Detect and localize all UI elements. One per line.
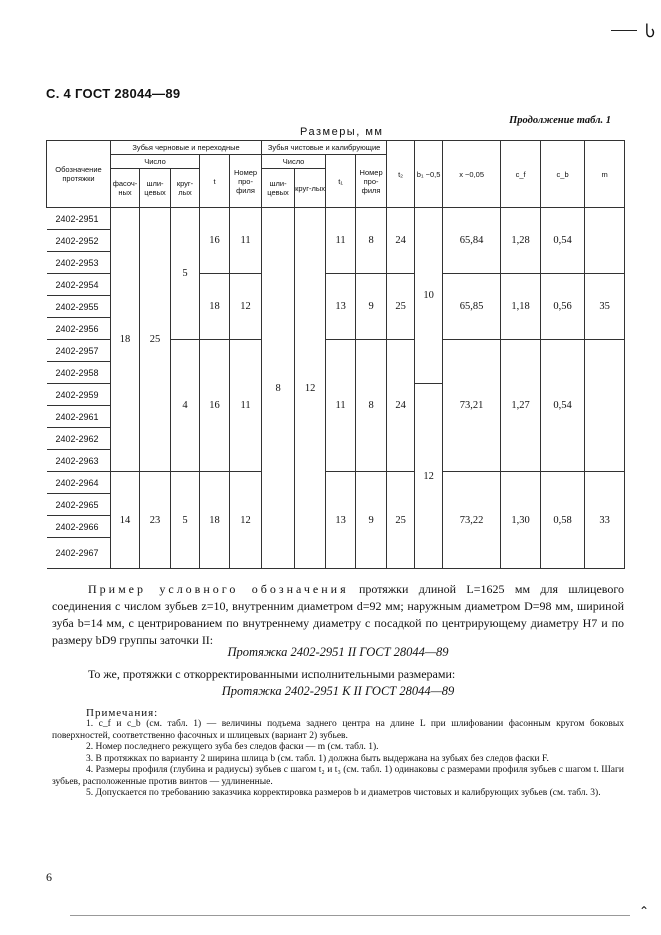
same-text: То же, протяжки с откорректированными исполнительными размерами: bbox=[88, 667, 456, 681]
cell-prof-c: 11 bbox=[230, 340, 262, 472]
note-1: 1. c_f и c_b (см. табл. 1) — величины подъема заднего центра на длине L при шлифовании фасонным кругом боковых поверхностей, соответственно фасочных и шлицевых (вариант 2) зубьев. bbox=[52, 719, 624, 741]
th-number-1: Число bbox=[111, 155, 200, 169]
th-cb: c_b bbox=[541, 141, 585, 208]
row-designation: 2402-2966 bbox=[47, 516, 111, 538]
cell-b-b: 12 bbox=[415, 384, 443, 569]
cell-prof2-b: 9 bbox=[356, 274, 387, 340]
cell-x-c: 73,21 bbox=[443, 340, 501, 472]
row-designation: 2402-2964 bbox=[47, 472, 111, 494]
cell-m-d: 33 bbox=[585, 472, 625, 569]
notes-list bbox=[52, 719, 624, 800]
cell-prof-b: 12 bbox=[230, 274, 262, 340]
cell-round-b: 4 bbox=[171, 340, 200, 472]
row-designation: 2402-2958 bbox=[47, 362, 111, 384]
cell-shaped-a: 18 bbox=[111, 208, 140, 472]
notes-title: Примечания: bbox=[86, 707, 159, 719]
cell-cb-b: 0,56 bbox=[541, 274, 585, 340]
cell-prof-d: 12 bbox=[230, 472, 262, 569]
cell-b-a: 10 bbox=[415, 208, 443, 384]
cell-t1-b: 13 bbox=[326, 274, 356, 340]
cell-prof2-a: 8 bbox=[356, 208, 387, 274]
th-number-2: Число bbox=[262, 155, 326, 169]
cell-splined-a: 25 bbox=[140, 208, 171, 472]
th-x: x −0,05 bbox=[443, 141, 501, 208]
cell-round2: 12 bbox=[295, 208, 326, 569]
example-designation-2: Протяжка 2402-2951 К II ГОСТ 28044—89 bbox=[221, 684, 455, 698]
sizes-label: Размеры, мм bbox=[300, 126, 384, 138]
cell-t2-a: 24 bbox=[387, 208, 415, 274]
cell-round-c: 5 bbox=[171, 472, 200, 569]
row-designation: 2402-2961 bbox=[47, 406, 111, 428]
example-intro: Пример условного обозначения bbox=[88, 582, 349, 596]
cell-splined-b: 23 bbox=[140, 472, 171, 569]
cell-cf-b: 1,18 bbox=[501, 274, 541, 340]
cell-cb-a: 0,54 bbox=[541, 208, 585, 274]
th-round: круг-лых bbox=[171, 169, 200, 208]
note-3: 3. В протяжках по варианту 2 ширина шлица b (см. табл. 1) должна быть выдержана на зубьях без следов фаски F. bbox=[86, 753, 549, 764]
cell-round-a: 5 bbox=[171, 208, 200, 340]
th-round-2: круг-лых bbox=[295, 169, 326, 208]
th-t: t bbox=[200, 155, 230, 208]
cell-prof2-d: 9 bbox=[356, 472, 387, 569]
th-profile-no: Номер про-филя bbox=[230, 155, 262, 208]
row-designation: 2402-2953 bbox=[47, 252, 111, 274]
th-group-finish: Зубья чистовые и калибрующие bbox=[262, 141, 387, 155]
row-designation: 2402-2956 bbox=[47, 318, 111, 340]
cell-t-a: 16 bbox=[200, 208, 230, 274]
cell-cf-a: 1,28 bbox=[501, 208, 541, 274]
footer-line bbox=[70, 915, 630, 916]
edge-line bbox=[611, 30, 637, 31]
th-designation: Обозначение протяжки bbox=[47, 141, 111, 208]
cell-t-b: 18 bbox=[200, 274, 230, 340]
row-designation: 2402-2951 bbox=[47, 208, 111, 230]
row-designation: 2402-2962 bbox=[47, 428, 111, 450]
th-m: m bbox=[585, 141, 625, 208]
page-header: С. 4 ГОСТ 28044—89 bbox=[46, 86, 181, 101]
cell-prof2-c: 8 bbox=[356, 340, 387, 472]
cell-x-b: 65,85 bbox=[443, 274, 501, 340]
cell-t2-c: 24 bbox=[387, 340, 415, 472]
th-t2: t₂ bbox=[387, 141, 415, 208]
row-designation: 2402-2967 bbox=[47, 538, 111, 569]
cell-m-b: 35 bbox=[585, 274, 625, 340]
cell-prof-a: 11 bbox=[230, 208, 262, 274]
row-designation: 2402-2963 bbox=[47, 450, 111, 472]
row-designation: 2402-2957 bbox=[47, 340, 111, 362]
th-b: b₁ −0,5 bbox=[415, 141, 443, 208]
example-paragraph bbox=[52, 581, 624, 649]
example-designation-1: Протяжка 2402-2951 II ГОСТ 28044—89 bbox=[227, 645, 449, 659]
th-group-rough: Зубья черновые и переходные bbox=[111, 141, 262, 155]
cell-t1-c: 11 bbox=[326, 340, 356, 472]
footer-mark: ⌃ bbox=[638, 904, 649, 918]
page-number: 6 bbox=[46, 870, 52, 884]
note-4: 4. Размеры профиля (глубина и радиусы) зубьев с шагом t₂ и t₃ (см. табл. 1) одинаковы с размерами профиля зубьев с шагом t. Шаги зубьев, расположенные против винтов — удлиненные. bbox=[52, 765, 624, 787]
cell-splined2: 8 bbox=[262, 208, 295, 569]
cell-cb-d: 0,58 bbox=[541, 472, 585, 569]
continuation-label: Продолжение табл. 1 bbox=[509, 115, 611, 126]
cell-t-c: 16 bbox=[200, 340, 230, 472]
cell-t-d: 18 bbox=[200, 472, 230, 569]
th-t1: t₁ bbox=[326, 155, 356, 208]
cell-x-d: 73,22 bbox=[443, 472, 501, 569]
row-designation: 2402-2955 bbox=[47, 296, 111, 318]
spec-table bbox=[46, 140, 625, 569]
row-designation: 2402-2965 bbox=[47, 494, 111, 516]
example-body: протяжки длиной L=1625 мм для шлицевого соединения с числом зубьев z=10, внутренним диаметром d=92 мм; наружным диаметром D=98 мм, шириной зуба b=14 мм, с центрированием по внутреннему диаметру с посадкой по центрирующему диаметру H7 и по размеру bD9 группы заточки II: bbox=[52, 582, 625, 647]
cell-x-a: 65,84 bbox=[443, 208, 501, 274]
th-shaped: фасоч-ных bbox=[111, 169, 140, 208]
corner-mark: Ⴑ bbox=[645, 22, 655, 41]
note-2: 2. Номер последнего режущего зуба без следов фаски — m (см. табл. 1). bbox=[86, 742, 379, 752]
cell-m-c bbox=[585, 340, 625, 472]
th-cf: c_f bbox=[501, 141, 541, 208]
th-profile-no-2: Номер про-филя bbox=[356, 155, 387, 208]
row-designation: 2402-2952 bbox=[47, 230, 111, 252]
th-splined-2: шли-цевых bbox=[262, 169, 295, 208]
cell-t2-b: 25 bbox=[387, 274, 415, 340]
cell-cb-c: 0,54 bbox=[541, 340, 585, 472]
cell-cf-d: 1,30 bbox=[501, 472, 541, 569]
cell-cf-c: 1,27 bbox=[501, 340, 541, 472]
row-designation: 2402-2954 bbox=[47, 274, 111, 296]
th-splined: шли-цевых bbox=[140, 169, 171, 208]
cell-m-a bbox=[585, 208, 625, 274]
cell-t2-d: 25 bbox=[387, 472, 415, 569]
row-designation: 2402-2959 bbox=[47, 384, 111, 406]
cell-t1-d: 13 bbox=[326, 472, 356, 569]
note-5: 5. Допускается по требованию заказчика корректировка размеров b и диаметров чистовых и калибрующих зубьев (см. табл. 3). bbox=[86, 788, 601, 798]
cell-shaped-b: 14 bbox=[111, 472, 140, 569]
cell-t1-a: 11 bbox=[326, 208, 356, 274]
